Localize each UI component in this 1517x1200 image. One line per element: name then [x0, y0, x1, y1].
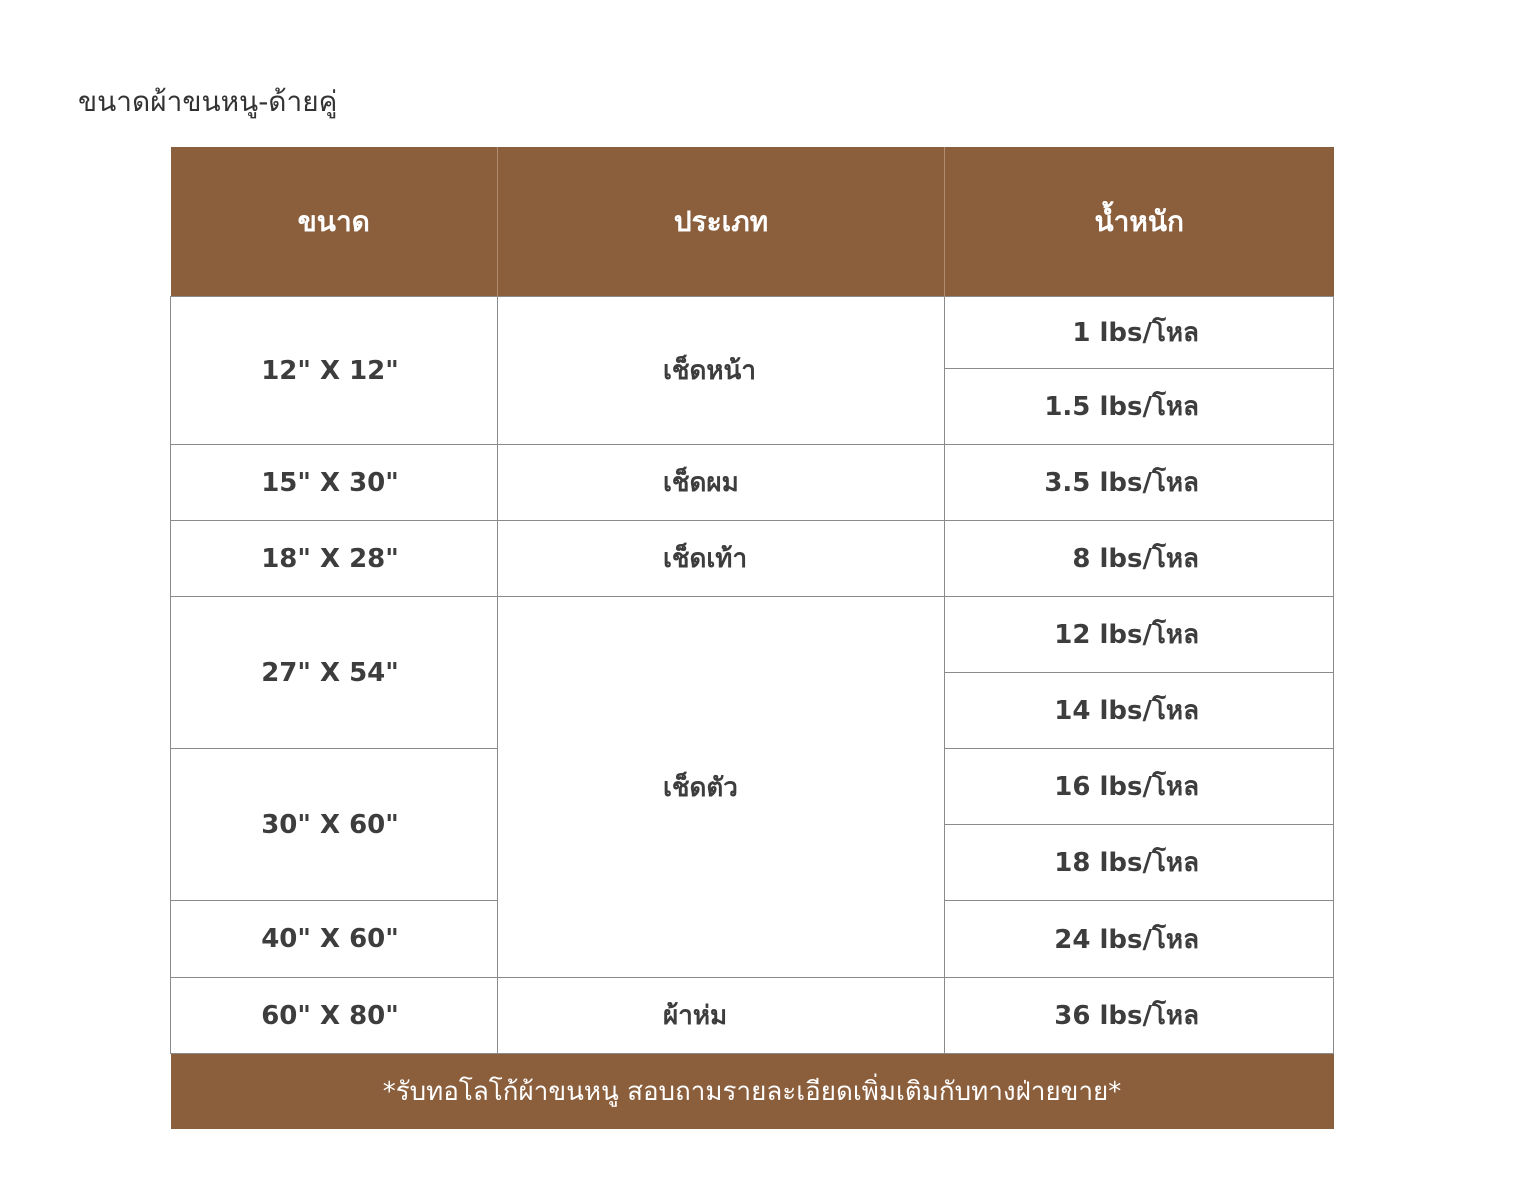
type-cell: เช็ดเท้า — [498, 521, 945, 597]
header-weight: น้ำหนัก — [945, 147, 1334, 297]
weight-cell: 8 lbs/โหล — [945, 521, 1334, 597]
table-row — [171, 297, 1334, 369]
weight-cell: 14 lbs/โหล — [945, 673, 1334, 749]
type-cell: ผ้าห่ม — [498, 978, 945, 1054]
header-size: ขนาด — [171, 147, 498, 297]
weight-cell: 36 lbs/โหล — [945, 978, 1334, 1054]
weight-cell: 16 lbs/โหล — [945, 749, 1334, 825]
size-cell: 18" X 28" — [171, 521, 498, 597]
weight-cell: 24 lbs/โหล — [945, 901, 1334, 978]
size-cell: 60" X 80" — [171, 978, 498, 1054]
page-title: ขนาดผ้าขนหนู-ด้ายคู่ — [78, 85, 338, 118]
size-cell: 30" X 60" — [171, 749, 498, 901]
header-type: ประเภท — [498, 147, 945, 297]
table-row — [171, 521, 1334, 597]
size-cell: 12" X 12" — [171, 297, 498, 445]
weight-cell: 1.5 lbs/โหล — [945, 369, 1334, 445]
table-footer-row — [171, 1054, 1334, 1130]
size-cell: 40" X 60" — [171, 901, 498, 978]
type-cell: เช็ดหน้า — [498, 297, 945, 445]
table-row — [171, 445, 1334, 521]
weight-cell: 1 lbs/โหล — [945, 297, 1334, 369]
size-cell: 15" X 30" — [171, 445, 498, 521]
towel-size-table — [170, 147, 1334, 1129]
weight-cell: 18 lbs/โหล — [945, 825, 1334, 901]
size-cell: 27" X 54" — [171, 597, 498, 749]
footer-note: *รับทอโลโก้ผ้าขนหนู สอบถามรายละเอียดเพิ่มเติมกับทางฝ่ายขาย* — [171, 1054, 1334, 1130]
weight-cell: 12 lbs/โหล — [945, 597, 1334, 673]
table-row — [171, 978, 1334, 1054]
type-cell: เช็ดผม — [498, 445, 945, 521]
table-header-row — [171, 147, 1334, 297]
table-row — [171, 597, 1334, 673]
type-cell: เช็ดตัว — [498, 597, 945, 978]
weight-cell: 3.5 lbs/โหล — [945, 445, 1334, 521]
